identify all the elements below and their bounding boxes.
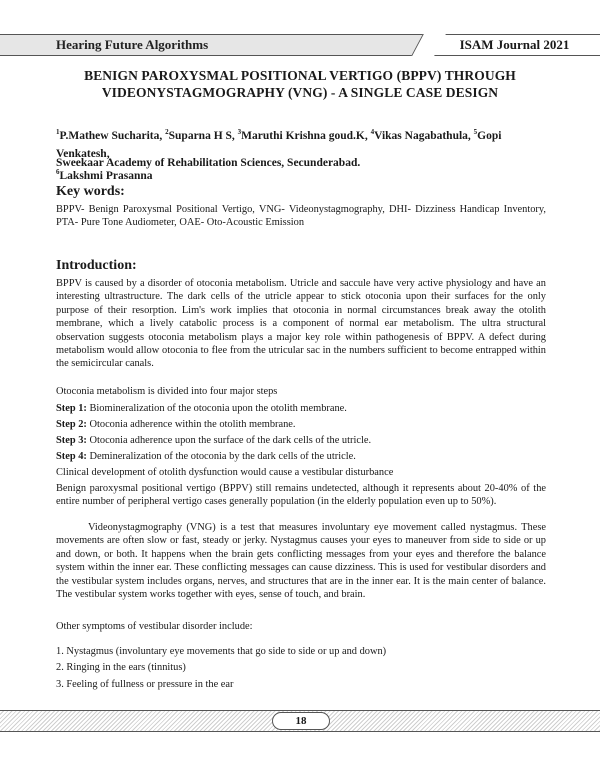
symptom-item: 3. Feeling of fullness or pressure in the ear — [56, 679, 234, 690]
step-text: Demineralization of the otoconia by the dark cells of the utricle. — [86, 451, 356, 462]
page-number: 18 — [272, 712, 330, 730]
running-header — [0, 34, 600, 56]
step-label: Step 1: — [56, 403, 87, 414]
step-text: Biomineralization of the otoconia upon the otolith membrane. — [86, 403, 347, 414]
header-left-title: Hearing Future Algorithms — [56, 37, 209, 52]
symptom-item: 1. Nystagmus (involuntary eye movements that go side to side or up and down) — [56, 646, 387, 657]
step-label: Step 3: — [56, 435, 87, 446]
intro-paragraph-3: Videonystagmography (VNG) is a test that measures involuntary eye movement called nystagmus. These movements are often slow or fast, steady or jerky. Nystagmus causes your eyes to maneuver from side to side or up and down, or both. It happens when the brain gets conflicting messages from your eyes and therefore the balance system within the inner ear. These conflicting messages can cause dizziness. This is used for vestibular disorders and the vestibular system includes organs, nerves, and structures that are in the inner ear. It is the main center of balance. The vestibular system works together with eyes, sense of touch, and brain. — [56, 522, 546, 601]
header-journal-name: ISAM Journal 2021 — [428, 34, 600, 56]
keywords-heading: Key words: — [56, 184, 125, 199]
clinical-statement: Clinical development of otolith dysfunction would cause a vestibular disturbance — [56, 467, 394, 478]
step-item — [56, 418, 546, 431]
title-line-1: BENIGN PAROXYSMAL POSITIONAL VERTIGO (BPPV) THROUGH — [84, 68, 516, 83]
step-label: Step 2: — [56, 419, 87, 430]
step-item — [56, 450, 546, 463]
author-name: P.Mathew Sucharita, — [59, 129, 166, 142]
step-label: Step 4: — [56, 451, 87, 462]
article-title — [56, 67, 544, 101]
author-index: 5 — [473, 128, 478, 136]
step-item — [56, 434, 546, 447]
author-name: Maruthi Krishna goud.K, — [241, 129, 371, 142]
step-text: Otoconia adherence within the otolith membrane. — [86, 419, 296, 430]
author-index: 3 — [237, 128, 242, 136]
author-index: 1 — [56, 128, 60, 136]
affiliation: Sweekaar Academy of Rehabilitation Sciences, Secunderabad. — [56, 157, 361, 169]
title-line-2: VIDEONYSTAGMOGRAPHY (VNG) - A SINGLE CASE DESIGN — [101, 85, 499, 100]
steps-intro: Otoconia metabolism is divided into four major steps — [56, 386, 278, 397]
author-name: Gopi Venkatesh, — [56, 129, 502, 160]
author-index: 6 — [56, 167, 60, 176]
author-list — [56, 123, 548, 185]
step-item — [56, 402, 546, 415]
author-name: Lakshmi Prasanna — [59, 169, 153, 182]
step-text: Otoconia adherence upon the surface of the dark cells of the utricle. — [86, 435, 372, 446]
intro-paragraph-2: Benign paroxysmal positional vertigo (BPPV) still remains undetected, although it represents about 20-40% of the entire number of peripheral vertigo cases generally population (in the elderly population even up to 50%). — [56, 483, 546, 508]
symptoms-intro: Other symptoms of vestibular disorder include: — [56, 621, 253, 632]
author-index: 4 — [370, 128, 375, 136]
author-name: Vikas Nagabathula, — [374, 129, 474, 142]
author-name: Suparna H S, — [168, 129, 238, 142]
introduction-heading: Introduction: — [56, 258, 137, 273]
symptom-item: 2. Ringing in the ears (tinnitus) — [56, 662, 186, 673]
intro-paragraph-1: BPPV is caused by a disorder of otoconia metabolism. Utricle and saccule have very active physiology and have an interesting ultrastructure. The dark cells of the utricle appear to stick otoconia upon their surfaces for the only purpose of their resorption. Lim's work implies that otoconia in normal circumstances break away the otolith membrane, which a lively catabolic process is a component of normal ear metabolism. The ultra structural observation suggests otoconia metabolism plays a major key role within pathogenesis of BPPV. A defect during metabolism would allow otoconia to flee from the utricular sac in the numbers sufficient to become entrapped within the semicircular canals. — [56, 278, 546, 370]
author-index: 2 — [165, 128, 169, 136]
keywords-text: BPPV- Benign Paroxysmal Positional Vertigo, VNG- Videonystagmography, DHI- Dizziness Handicap Inventory, PTA- Pure Tone Audiometer, OAE- Oto-Acoustic Emission — [56, 204, 546, 229]
